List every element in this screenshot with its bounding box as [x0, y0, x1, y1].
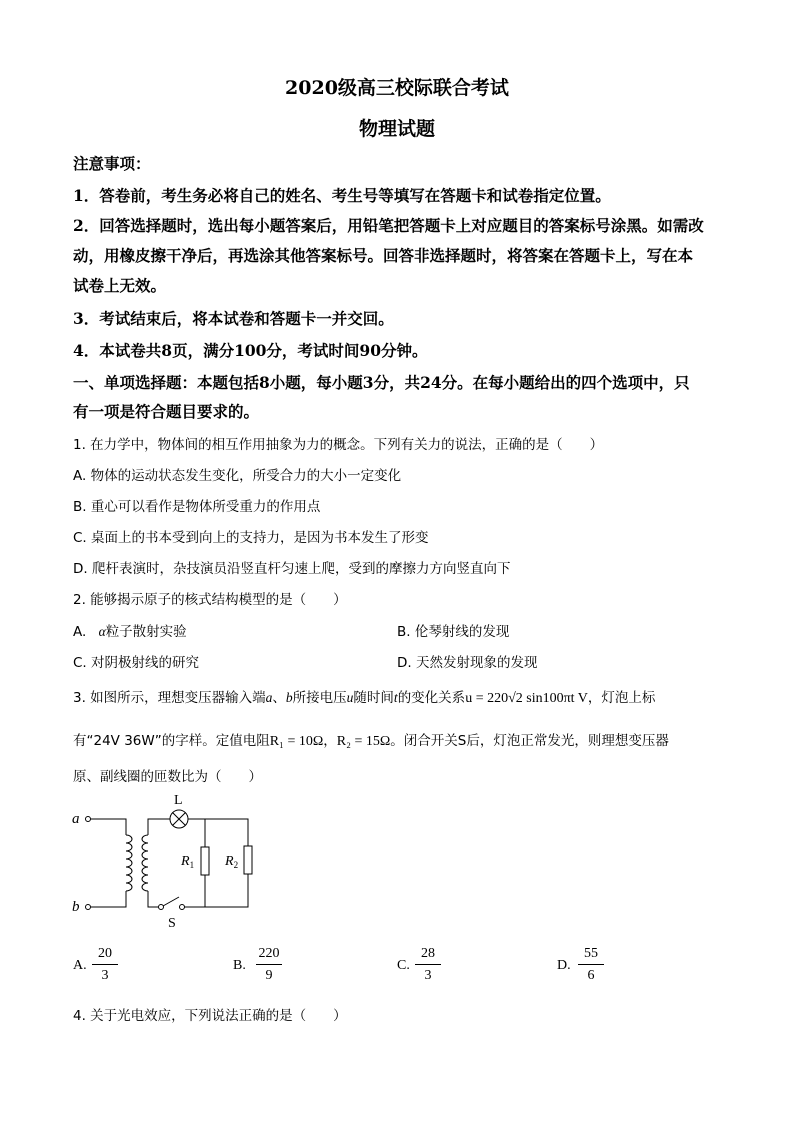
q3-option-c-fraction [413, 946, 443, 984]
q3-r2-formula: R₂ = 15Ω [336, 734, 391, 749]
q1-option-d: D. 爬杆表演时，杂技演员沿竖直杆匀速上爬，受到的摩擦力方向竖直向下 [73, 561, 511, 577]
r1-label: $R_1$ [181, 854, 195, 870]
switch-contact-right [180, 905, 185, 910]
fraction-numerator: 28 [421, 946, 435, 961]
q2-option-a-letter: A. [73, 624, 87, 640]
q2-option-a-text: 粒子散射实验 [105, 624, 187, 640]
section-heading-line-2: 有一项是符合题目要求的。 [73, 402, 260, 421]
notice-item-2-line-2: 动，用橡皮擦干净后，再选涂其他答案标号。回答非选择题时，将答案在答题卡上，写在本 [73, 246, 694, 265]
q1-option-a: A. 物体的运动状态发生变化，所受合力的大小一定变化 [73, 468, 402, 484]
q3-symbol-t: t [393, 690, 398, 705]
q3-text: 3. 如图所示，理想变压器输入端 [73, 690, 266, 706]
q3-option-d-fraction [576, 946, 606, 984]
fraction-denominator: 3 [424, 968, 432, 983]
section-heading-line-1: 一、单项选择题：本题包括8小题，每小题3分，共24分。在每小题给出的四个选项中，只 [73, 373, 690, 392]
secondary-bottom-wire [148, 891, 158, 907]
resistor-r1 [201, 847, 209, 875]
q3-symbol-a: a [265, 690, 273, 705]
q1-option-b: B. 重心可以看作是物体所受重力的作用点 [73, 499, 321, 515]
notice-item-2-line-3: 试卷上无效。 [73, 276, 167, 295]
q2-option-a [73, 620, 187, 640]
q1-option-c: C. 桌面上的书本受到向上的支持力，是因为书本发生了形变 [73, 530, 429, 546]
switch-label: S [168, 916, 176, 931]
fraction-denominator: 3 [101, 968, 109, 983]
q2-option-b: B. 伦琴射线的发现 [397, 624, 510, 640]
q3-symbol-b: b [285, 690, 293, 705]
terminal-a [86, 817, 91, 822]
secondary-coil [142, 835, 148, 891]
q3-option-d-letter: D. [557, 958, 571, 973]
q3-option-c-letter: C. [397, 958, 410, 973]
q3-text: 有“24V 36W”的字样。定值电阻 [73, 733, 270, 749]
primary-wires [91, 819, 126, 907]
notice-heading: 注意事项： [73, 154, 151, 173]
exam-title: 2020级高三校际联合考试 [285, 77, 509, 99]
subject-title: 物理试题 [358, 118, 435, 140]
terminal-b [86, 905, 91, 910]
secondary-top-wire [148, 819, 170, 835]
q3-r1-formula: R₁ = 10Ω [269, 734, 324, 749]
q3-option-b-fraction [254, 946, 284, 984]
r2-label: $R_2$ [225, 854, 239, 870]
q3-stem-line-3: 原、副线圈的匝数比为（ ） [73, 769, 262, 785]
q3-symbol-u: u [346, 690, 354, 705]
secondary-right-wire [188, 819, 248, 907]
q2-option-c: C. 对阴极射线的研究 [73, 655, 200, 671]
notice-item-2-line-1: 2．回答选择题时，选出每小题答案后，用铅笔把答题卡上对应题目的答案标号涂黑。如需改 [73, 216, 704, 235]
q3-text: ，灯泡上标 [587, 690, 656, 706]
q3-stem-line-2 [73, 729, 669, 750]
q3-text: 所接电压 [292, 690, 347, 706]
q4-stem: 4. 关于光电效应，下列说法正确的是（ ） [73, 1008, 347, 1024]
q3-option-b-letter: B. [233, 958, 246, 973]
q3-option-a-fraction [90, 946, 120, 984]
fraction-numerator: 220 [258, 946, 280, 961]
q3-voltage-formula: u = 220√2 sin100πt V [465, 691, 588, 706]
fraction-numerator: 20 [98, 946, 112, 961]
q3-text: 。闭合开关S后，灯泡正常发光，则理想变压器 [390, 733, 669, 749]
terminal-a-label: a [72, 811, 80, 827]
fraction-denominator: 9 [265, 968, 273, 983]
switch-contact-left [159, 905, 164, 910]
notice-item-1: 1．答卷前，考生务必将自己的姓名、考生号等填写在答题卡和试卷指定位置。 [73, 186, 611, 205]
q3-comma: ， [323, 733, 337, 749]
q3-option-a-letter: A. [73, 958, 87, 973]
q1-stem: 1. 在力学中，物体间的相互作用抽象为力的概念。下列有关力的说法，正确的是（ ） [73, 437, 604, 453]
fraction-denominator: 6 [587, 968, 595, 983]
q3-sep: 、 [272, 690, 286, 706]
q2-stem: 2. 能够揭示原子的核式结构模型的是（ ） [73, 592, 347, 608]
notice-item-4: 4．本试卷共8页，满分100分，考试时间90分钟。 [73, 341, 428, 360]
resistor-r2 [244, 846, 252, 874]
notice-item-3: 3．考试结束后，将本试卷和答题卡一并交回。 [73, 309, 394, 328]
q2-alpha-symbol: α [98, 624, 106, 639]
q3-text: 的变化关系 [397, 690, 466, 706]
transformer-circuit-diagram [68, 790, 278, 935]
primary-coil [126, 835, 132, 891]
q3-text: 随时间 [353, 690, 394, 706]
q3-stem-line-1 [73, 686, 655, 707]
lamp-label: L [174, 793, 183, 808]
q2-option-d: D. 天然发射现象的发现 [397, 655, 538, 671]
fraction-numerator: 55 [584, 946, 598, 961]
switch-blade [163, 897, 179, 906]
terminal-b-label: b [72, 899, 80, 915]
